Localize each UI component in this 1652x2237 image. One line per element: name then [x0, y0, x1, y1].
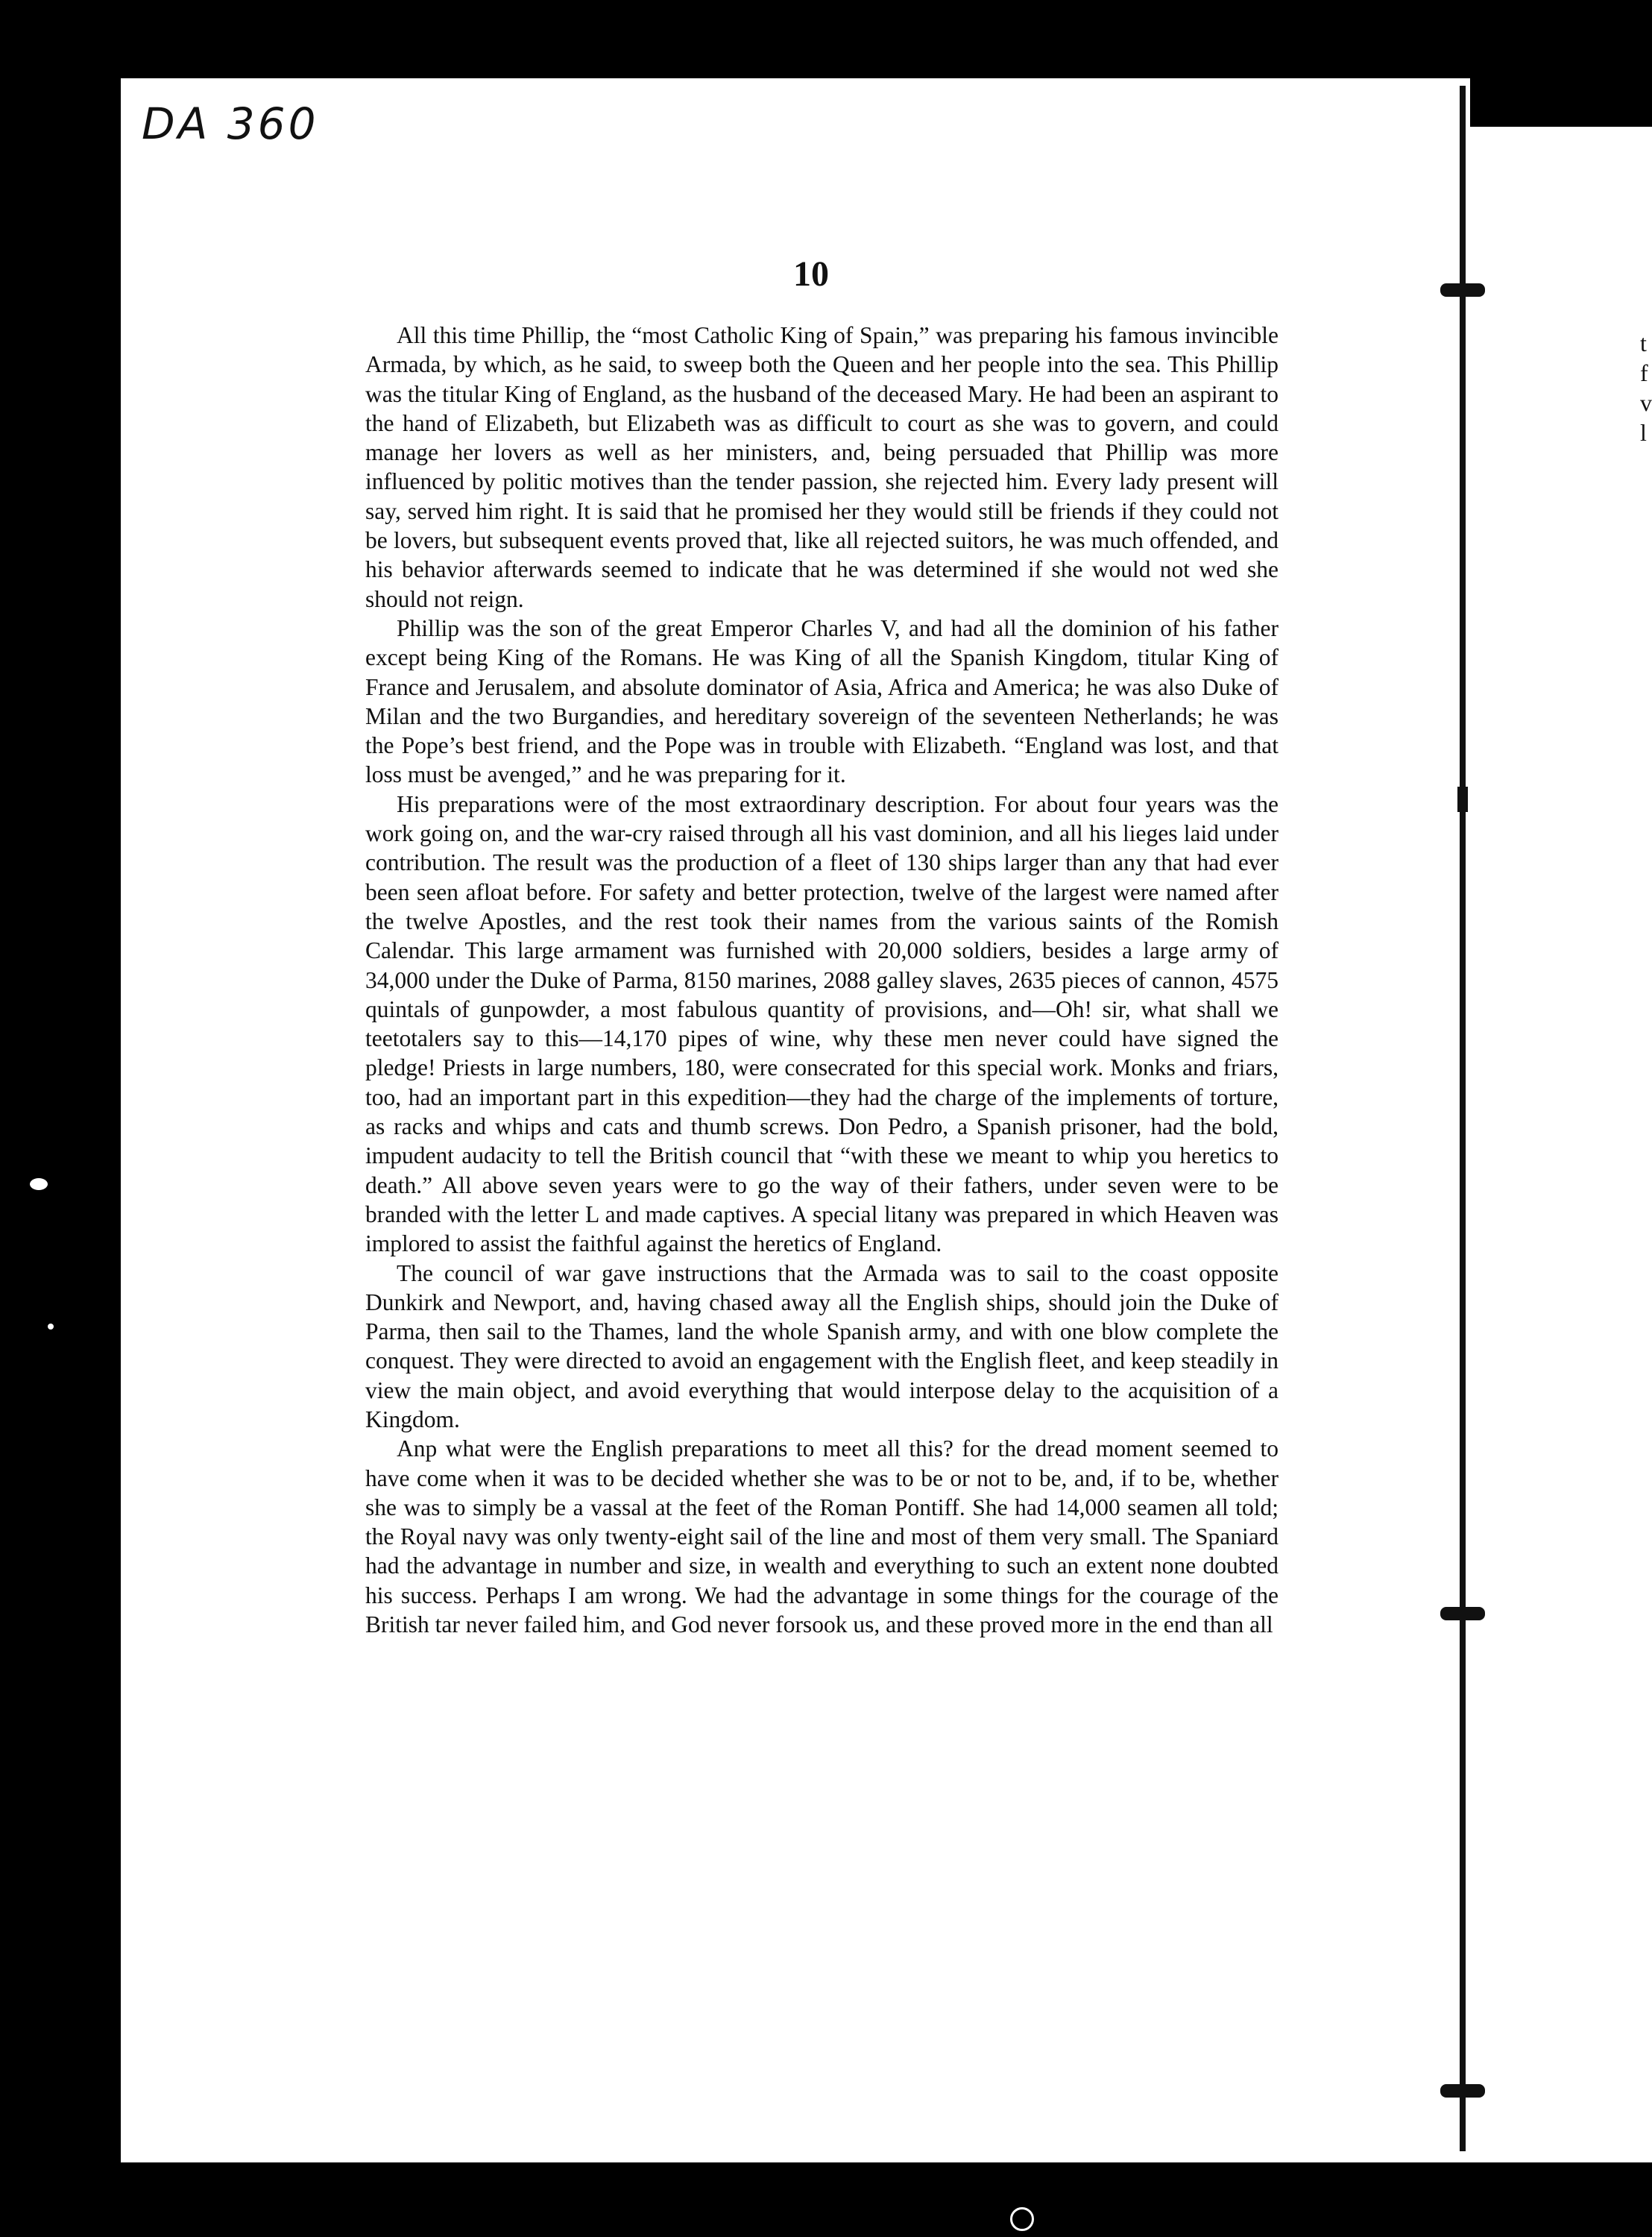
binding-clip-mark — [1440, 1607, 1485, 1620]
binding-clip-mark — [1457, 787, 1468, 812]
body-text — [365, 321, 1279, 1639]
paragraph: Phillip was the son of the great Emperor Charles V, and had all the dominion of his father except being King of the Romans. He was King of all the Spanish Kingdom, titular King of France and Jerusalem, and absolute dominator of Asia, Africa and America; he was also Duke of Milan and the two Burgandies, and hereditary sovereign of the seventeen Netherlands; he was the Pope’s best friend, and the Pope was in trouble with Elizabeth. “England was lost, and that loss must be avenged,” and he was preparing for it. — [365, 614, 1279, 788]
scan-speck — [30, 1178, 48, 1190]
edge-letter: l — [1640, 419, 1647, 446]
binding-clip-mark — [1440, 283, 1485, 297]
facing-page-letters — [1640, 328, 1652, 447]
gutter-line — [1460, 86, 1466, 2151]
edge-letter: t — [1640, 330, 1647, 356]
library-call-number: DA 360 — [142, 98, 319, 149]
page-number: 10 — [793, 254, 829, 294]
paragraph: The council of war gave instructions that the Armada was to sail to the coast opposite Dunkirk and Newport, and, having chased away all the English ships, should join the Duke of Parma, then sail to the Thames, land the whole Spanish army, and with one blow complete the conquest. They were directed to avoid an engagement with the English fleet, and keep steadily in view the main object, and avoid everything that would interpose delay to the acquisition of a Kingdom. — [365, 1259, 1279, 1432]
paragraph: All this time Phillip, the “most Catholic King of Spain,” was preparing his famous invincible Armada, by which, as he said, to sweep both the Queen and her people into the sea. This Phillip was the titular King of England, as the husband of the deceased Mary. He had been an aspirant to the hand of Elizabeth, but Elizabeth was as difficult to court as she was to govern, and could manage her lovers as well as her ministers, and, being persuaded that Phillip was more influenced by politic motives than the tender passion, she rejected him. Every lady present will say, served him right. It is said that he promised her they would still be friends if they could not be lovers, but subsequent events proved that, like all rejected suitors, he was much offended, and his behavior afterwards seemed to indicate that he was determined if she would not wed she should not reign. — [365, 322, 1279, 612]
scan-speck — [1010, 2207, 1034, 2231]
binding-clip-mark — [1440, 2084, 1485, 2098]
facing-page-edge — [1470, 127, 1652, 2162]
scan-speck — [48, 1324, 54, 1330]
paragraph: Anp what were the English preparations to meet all this? for the dread moment seemed to have come when it was to be decided whether she was to be or not to be, and, if to be, whether she was to simply be a vassal at the feet of the Roman Pontiff. She had 14,000 seamen all told; the Royal navy was only twenty-eight sail of the line and most of them very small. The Spaniard had the advantage in number and size, in wealth and everything to such an extent none doubted his success. Perhaps I am wrong. We had the advantage in some things for the courage of the British tar never failed him, and God never forsook us, and these proved more in the end than all — [365, 1435, 1279, 1638]
edge-letter: f — [1640, 359, 1648, 386]
paragraph: His preparations were of the most extraordinary description. For about four years was the work going on, and the war-cry raised through all his vast dominion, and all his lieges laid under contribution. The result was the production of a fleet of 130 ships larger than any that had ever been seen afloat before. For safety and better protection, twelve of the largest were named after the twelve Apostles, and the rest took their names from the various saints of the Romish Calendar. This large armament was furnished with 20,000 soldiers, besides a large army of 34,000 under the Duke of Parma, 8150 marines, 2088 galley slaves, 2635 pieces of cannon, 4575 quintals of gunpowder, a most fabulous quantity of provisions, and—Oh! sir, what shall we teetotalers say to this—14,170 pipes of wine, why these men never could have signed the pledge! Priests in large numbers, 180, were consecrated for this special work. Monks and friars, too, had an important part in this expedition—they had the charge of the implements of torture, as racks and whips and cats and thumb screws. Don Pedro, a Spanish prisoner, had the bold, impudent audacity to tell the British council that “with these we meant to whip you heretics to death.” All above seven years were to go the way of their fathers, under seven were to be branded with the letter L and made captives. A special litany was prepared in which Heaven was implored to assist the faithful against the heretics of England. — [365, 790, 1279, 1257]
edge-letter: v — [1640, 389, 1652, 416]
